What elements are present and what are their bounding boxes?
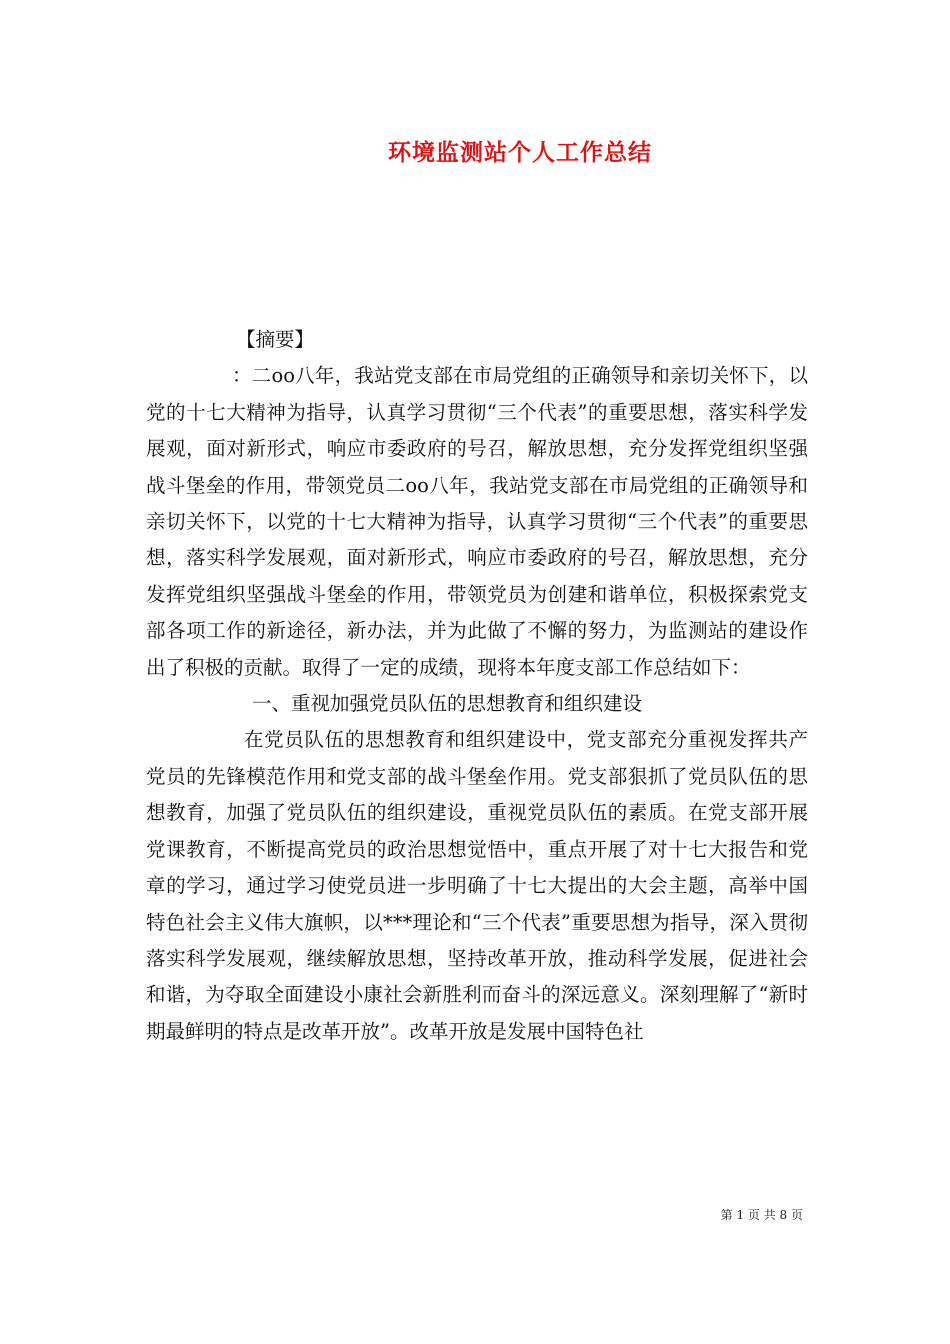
document-body bbox=[146, 322, 808, 1050]
abstract-label: 【摘要】 bbox=[236, 328, 315, 351]
section-heading: 一、重视加强党员队伍的思想教育和组织建设 bbox=[252, 692, 643, 716]
abstract-paragraph: ：二oo八年，我站党支部在市局党组的正确领导和亲切关怀下，以党的十七大精神为指导，认真学习贯彻“三个代表”的重要思想，落实科学发展观，面对新形式，响应市委政府的号召，解放思想，充分发挥党组织坚强战斗堡垒的作用，带领党员二oo八年，我站党支部在市局党组的正确领导和亲切关怀下，以党的十七大精神为指导，认真学习贯彻“三个代表”的重要思想，落实科学发展观，面对新形式，响应市委政府的号召，解放思想，充分发挥党组织坚强战斗堡垒的作用，带领党员为创建和谐单位，积极探索党支部各项工作的新途径，新办法，并为此做了不懈的努力，为监测站的建设作出了积极的贡献。取得了一定的成绩，现将本年度支部工作总结如下： bbox=[146, 364, 808, 679]
page-number-footer: 第 1 页 共 8 页 bbox=[720, 1208, 803, 1222]
section-paragraph: 在党员队伍的思想教育和组织建设中，党支部充分重视发挥共产党员的先锋模范作用和党支部的战斗堡垒作用。党支部狠抓了党员队伍的思想教育，加强了党员队伍的组织建设，重视党员队伍的素质。在党支部开展党课教育，不断提高党员的政治思想觉悟中，重点开展了对十七大报告和党章的学习，通过学习使党员进一步明确了十七大提出的大会主题，高举中国特色社会主义伟大旗帜，以***理论和“三个代表”重要思想为指导，深入贯彻落实科学发展观，继续解放思想，坚持改革开放，推动科学发展，促进社会和谐，为夺取全面建设小康社会新胜利而奋斗的深远意义。深刻理解了“新时期最鲜明的特点是改革开放”。改革开放是发展中国特色社 bbox=[146, 728, 808, 1043]
document-title: 环境监测站个人工作总结 bbox=[388, 139, 652, 166]
